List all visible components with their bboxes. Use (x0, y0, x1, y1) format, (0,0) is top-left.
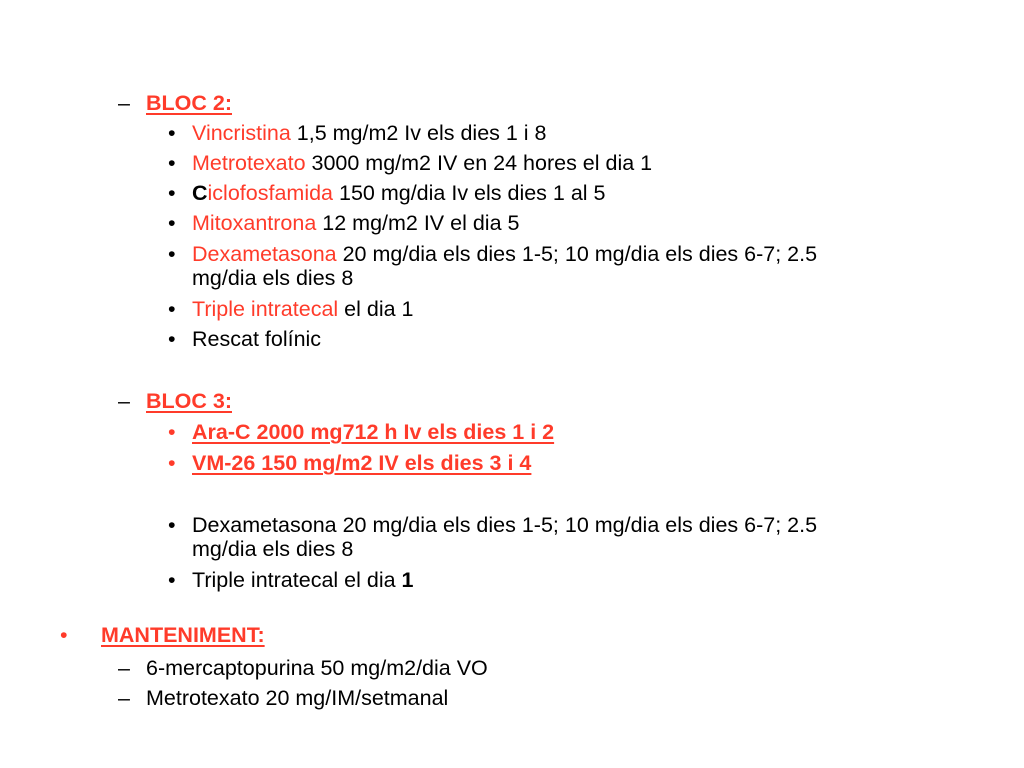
dash-marker: – (118, 389, 130, 413)
manteniment-item-metrotexato: Metrotexato 20 mg/IM/setmanal (146, 686, 449, 710)
bullet-marker: • (168, 151, 176, 175)
dash-marker: – (118, 686, 130, 710)
dash-marker: – (118, 656, 130, 680)
bloc2-item-vincristina: Vincristina 1,5 mg/m2 Iv els dies 1 i 8 (192, 121, 547, 145)
bloc3-item-vm26: VM-26 150 mg/m2 IV els dies 3 i 4 (192, 451, 532, 475)
bloc3-item-dexametasona-cont: mg/dia els dies 8 (192, 537, 354, 561)
bloc3-item-triple-intratecal: Triple intratecal el dia 1 (192, 568, 414, 592)
bloc2-item-dexametasona: Dexametasona 20 mg/dia els dies 1-5; 10 mg/dia els dies 6-7; 2.5 (192, 242, 818, 266)
bullet-marker: • (168, 211, 176, 235)
bullet-marker: • (168, 513, 176, 537)
bullet-marker: • (168, 181, 176, 205)
bullet-marker: • (60, 623, 68, 647)
bullet-marker: • (168, 297, 176, 321)
bullet-marker: • (168, 121, 176, 145)
bloc2-item-mitoxantrona: Mitoxantrona 12 mg/m2 IV el dia 5 (192, 211, 520, 235)
bloc2-item-metrotexato: Metrotexato 3000 mg/m2 IV en 24 hores el dia 1 (192, 151, 653, 175)
bloc2-item-ciclofosfamida: Ciclofosfamida 150 mg/dia Iv els dies 1 al 5 (192, 181, 606, 205)
bullet-marker: • (168, 242, 176, 266)
manteniment-heading: MANTENIMENT: (101, 623, 265, 647)
bloc3-heading: BLOC 3: (146, 389, 232, 413)
bullet-marker: • (168, 568, 176, 592)
bloc2-item-triple-intratecal: Triple intratecal el dia 1 (192, 297, 414, 321)
dash-marker: – (118, 91, 130, 115)
bullet-marker: • (168, 420, 176, 444)
bullet-marker: • (168, 327, 176, 351)
bloc3-item-ara-c: Ara-C 2000 mg712 h Iv els dies 1 i 2 (192, 420, 555, 444)
manteniment-item-mercaptopurina: 6-mercaptopurina 50 mg/m2/dia VO (146, 656, 488, 680)
bloc2-item-rescat: Rescat folínic (192, 327, 322, 351)
bloc3-item-dexametasona: Dexametasona 20 mg/dia els dies 1-5; 10 mg/dia els dies 6-7; 2.5 (192, 513, 818, 537)
bloc2-item-dexametasona-cont: mg/dia els dies 8 (192, 266, 354, 290)
bullet-marker: • (168, 451, 176, 475)
bloc2-heading: BLOC 2: (146, 91, 232, 115)
